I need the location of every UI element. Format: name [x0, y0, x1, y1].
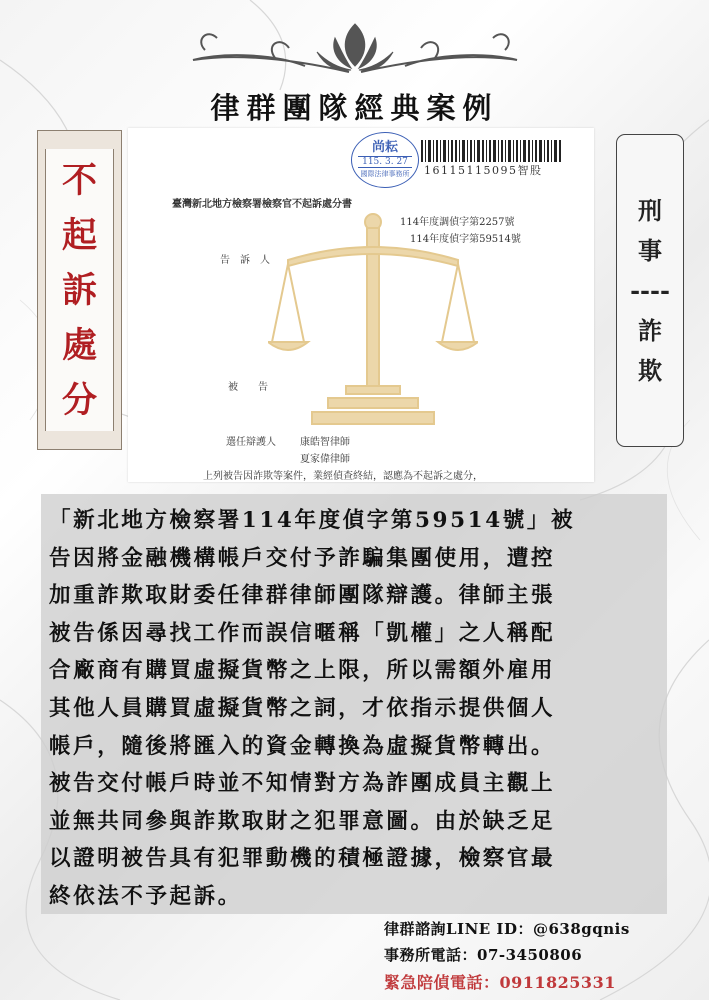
defendant-label: 被 告: [228, 382, 268, 393]
office-phone-contact: 事務所電話：07-3450806: [384, 946, 583, 964]
case-summary-text: [49, 502, 661, 916]
case-type-char: 欺: [638, 355, 662, 385]
verdict-char: 訴: [61, 269, 97, 311]
indictment-document: [128, 128, 594, 482]
verdict-char: 處: [61, 324, 97, 366]
summary-line: 以證明被告具有犯罪動機的積極證據，檢察官最: [49, 846, 556, 872]
summary-line: 終依法不予起訴。: [49, 883, 242, 909]
verdict-label-box: [37, 130, 122, 450]
case-type-char: 詐: [638, 315, 662, 345]
page-title: 律群團隊經典案例: [210, 91, 499, 125]
case-type-divider: ----: [630, 275, 670, 305]
stamp-date: 115. 3. 27: [358, 156, 412, 168]
case-number-2: 114年度偵字第59514號: [410, 234, 521, 245]
summary-line: 加重詐欺取財委任律群律師團隊辯護。律師主張: [49, 583, 556, 609]
barcode-number: 16115115095智股: [424, 164, 543, 177]
summary-line: 被告係因尋找工作而誤信暱稱「凱權」之人稱配: [49, 620, 556, 646]
verdict-char: 起: [61, 214, 97, 256]
summary-line: 被告交付帳戶時並不知情對方為詐團成員主觀上: [49, 771, 556, 797]
complainant-label: 告 訴 人: [220, 255, 270, 266]
document-header: 臺灣新北地方檢察署檢察官不起訴處分書: [172, 199, 352, 210]
received-stamp: [351, 132, 419, 188]
case-summary-box: [41, 494, 667, 914]
summary-line: 帳戶，隨後將匯入的資金轉換為虛擬貨幣轉出。: [49, 733, 556, 759]
barcode-icon: [421, 140, 561, 162]
case-type-label-box: [616, 134, 684, 447]
emergency-phone-contact: 緊急陪偵電話：0911825331: [384, 973, 616, 992]
verdict-char: 分: [61, 379, 97, 421]
case-type-char: 刑: [638, 195, 662, 225]
case-number-1: 114年度調偵字第2257號: [400, 217, 515, 228]
case-type-char: 事: [638, 235, 662, 265]
summary-line: 「新北地方檢察署114年度偵字第59514號」被: [49, 508, 576, 533]
summary-line: 告因將金融機構帳戶交付予詐騙集團使用，遭控: [49, 545, 556, 571]
line-id-contact: 律群諮詢LINE ID：@638gqnis: [384, 920, 630, 938]
document-footer: 上列被告因詐欺等案件，業經偵查終結，認應為不起訴之處分，: [203, 471, 483, 482]
verdict-char: 不: [61, 159, 97, 201]
lawyer-name: 康皓智律師: [300, 437, 350, 448]
defender-label: 選任辯護人: [226, 437, 276, 448]
summary-line: 並無共同參與詐欺取財之犯罪意圖。由於缺乏足: [49, 808, 556, 834]
summary-line: 其他人員購買虛擬貨幣之詞，才依指示提供個人: [49, 695, 556, 721]
lawyer-name: 夏家偉律師: [300, 454, 350, 465]
stamp-firm: 國際法律事務所: [360, 170, 410, 178]
verdict-label-inner: [45, 149, 114, 431]
stamp-title: 尚耘: [371, 140, 398, 155]
summary-line: 合廠商有購買虛擬貨幣之上限，所以需額外雇用: [49, 658, 556, 684]
